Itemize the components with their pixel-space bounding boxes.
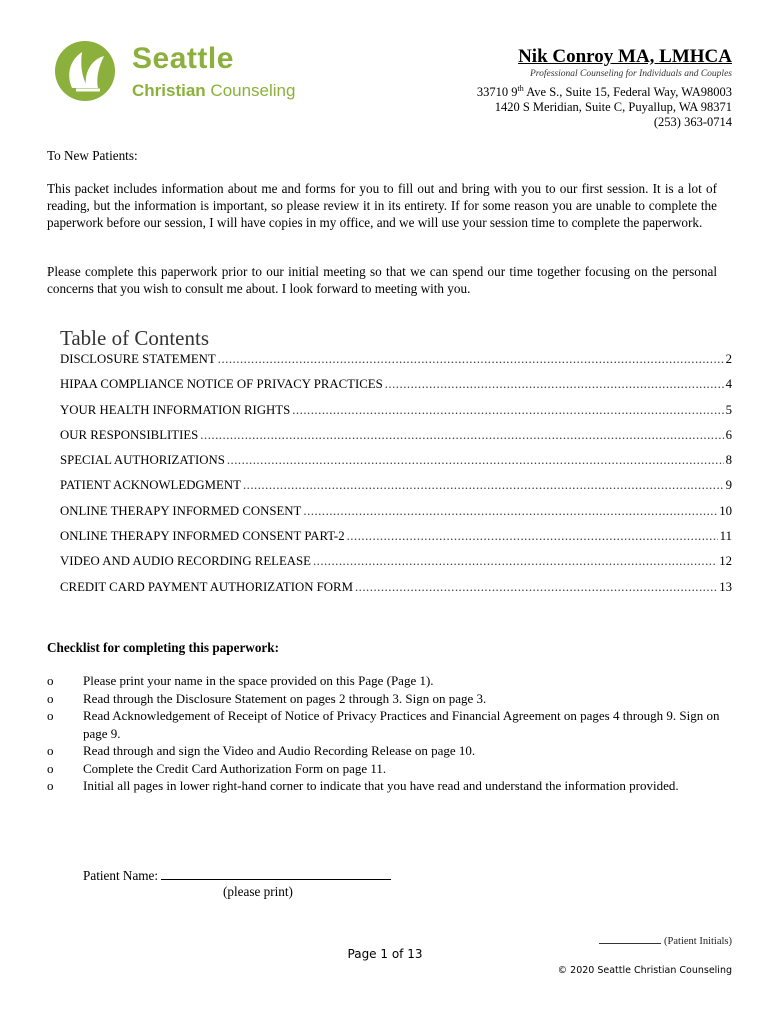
checklist [47, 672, 737, 795]
toc-leader [385, 377, 724, 392]
initials-label: (Patient Initials) [664, 936, 732, 947]
checklist-item [47, 690, 737, 708]
toc-page: 2 [725, 352, 732, 366]
toc-label: ONLINE THERAPY INFORMED CONSENT [60, 503, 302, 518]
logo [52, 38, 322, 104]
greeting: To New Patients: [47, 148, 138, 163]
patient-name-label: Patient Name: [83, 868, 159, 883]
toc-label: PATIENT ACKNOWLEDGMENT [60, 478, 241, 493]
toc-leader [347, 529, 718, 544]
toc-label: YOUR HEALTH INFORMATION RIGHTS [60, 402, 291, 417]
bullet-icon: o [47, 778, 54, 793]
toc-leader [313, 554, 717, 569]
toc-entry[interactable] [60, 504, 732, 529]
toc-page: 12 [719, 554, 732, 569]
instructions-paragraph: Please complete this paperwork prior to our initial meeting so that we can spend our time together focusing on the personal concerns that you wish to consult me about. I look forward to meeting with you. [47, 264, 717, 296]
toc-page: 8 [725, 453, 732, 468]
toc-label: DISCLOSURE STATEMENT [60, 352, 216, 366]
checklist-text: Please print your name in the space provided on this Page (Page 1). [83, 673, 434, 688]
bullet-icon: o [47, 690, 54, 706]
checklist-text: Read Acknowledgement of Receipt of Notice of Privacy Practices and Financial Agreement on pages 4 through 9. Sign on page 9. [83, 708, 720, 741]
toc-page: 5 [725, 402, 732, 417]
toc-entry[interactable] [60, 580, 732, 605]
bullet-icon: o [47, 673, 54, 688]
patient-initials-field[interactable] [599, 934, 661, 944]
toc-entry[interactable] [60, 352, 732, 377]
toc-title: Table of Contents [60, 326, 209, 350]
toc-page: 9 [725, 478, 732, 493]
counselor-name: Nik Conroy MA, LMHCA [518, 46, 732, 67]
toc-leader [303, 504, 717, 519]
checklist-text: Complete the Credit Card Authorization Form on page 11. [83, 760, 387, 776]
checklist-item [47, 760, 737, 778]
checklist-title: Checklist for completing this paperwork: [47, 640, 279, 655]
toc-entry[interactable] [60, 403, 732, 428]
address-1-start: 33710 9 [476, 85, 518, 100]
toc-page: 6 [725, 427, 732, 442]
toc-label: ONLINE THERAPY INFORMED CONSENT PART-2 [60, 529, 345, 544]
phone-number: (253) 363-0714 [653, 115, 732, 130]
table-of-contents [60, 352, 732, 605]
checklist-item [47, 707, 737, 742]
toc-page: 11 [719, 529, 732, 544]
logo-wordmark-top: Seattle [132, 42, 234, 75]
toc-leader [227, 453, 724, 468]
toc-page: 10 [719, 503, 732, 518]
print-note: (please print) [223, 884, 293, 899]
toc-entry[interactable] [60, 478, 732, 503]
checklist-text: Read through and sign the Video and Audio Recording Release on page 10. [83, 743, 476, 758]
address-line-1 [477, 81, 732, 100]
toc-label: SPECIAL AUTHORIZATIONS [60, 453, 225, 468]
patient-name-row [83, 867, 391, 884]
logo-wordmark-bottom [132, 82, 295, 99]
bullet-icon: o [47, 708, 54, 723]
toc-leader [200, 428, 723, 443]
toc-label: CREDIT CARD PAYMENT AUTHORIZATION FORM [60, 579, 353, 594]
checklist-item [47, 672, 737, 690]
logo-word-christian: Christian [132, 81, 206, 100]
checklist-text: Read through the Disclosure Statement on pages 2 through 3. Sign on page 3. [83, 690, 487, 706]
toc-label: VIDEO AND AUDIO RECORDING RELEASE [60, 554, 311, 569]
toc-entry[interactable] [60, 529, 732, 554]
toc-entry[interactable] [60, 428, 732, 453]
address-line-2: 1420 S Meridian, Suite C, Puyallup, WA 98371 [494, 100, 732, 115]
intro-paragraph: This packet includes information about me and forms for you to fill out and bring with you to our first session. It is a lot of reading, but the information is important, so please review it in its entirety. If for some reason you are unable to complete the paperwork before our session, I will have copies in my office, and we will use your session time to complete the paperwork. [47, 181, 717, 230]
address-1-sup: th [517, 84, 524, 93]
toc-entry[interactable] [60, 453, 732, 478]
checklist-item [47, 777, 737, 795]
toc-entry[interactable] [60, 377, 732, 402]
toc-entry[interactable] [60, 554, 732, 579]
leaf-logo-icon [52, 38, 122, 104]
counselor-tagline: Professional Counseling for Individuals and Couples [529, 69, 732, 79]
toc-label: HIPAA COMPLIANCE NOTICE OF PRIVACY PRACTICES [60, 377, 383, 392]
toc-label: OUR RESPONSIBLITIES [60, 427, 199, 442]
logo-word-counseling: Counseling [205, 81, 296, 100]
initials-row [599, 934, 732, 947]
patient-name-field[interactable] [161, 867, 391, 880]
toc-leader [218, 352, 724, 367]
toc-leader [355, 580, 717, 595]
page-number: Page 1 of 13 [347, 947, 423, 961]
toc-page: 4 [725, 377, 732, 392]
toc-leader [292, 403, 723, 418]
toc-leader [243, 478, 724, 493]
address-1-end: Ave S., Suite 15, Federal Way, WA98003 [523, 85, 732, 100]
letterhead [477, 46, 732, 130]
checklist-text: Initial all pages in lower right-hand corner to indicate that you have read and understand the information provided. [83, 778, 679, 793]
bullet-icon: o [47, 743, 54, 758]
toc-page: 13 [719, 579, 732, 594]
checklist-item [47, 742, 737, 760]
bullet-icon: o [47, 760, 54, 776]
copyright: © 2020 Seattle Christian Counseling [557, 965, 732, 976]
